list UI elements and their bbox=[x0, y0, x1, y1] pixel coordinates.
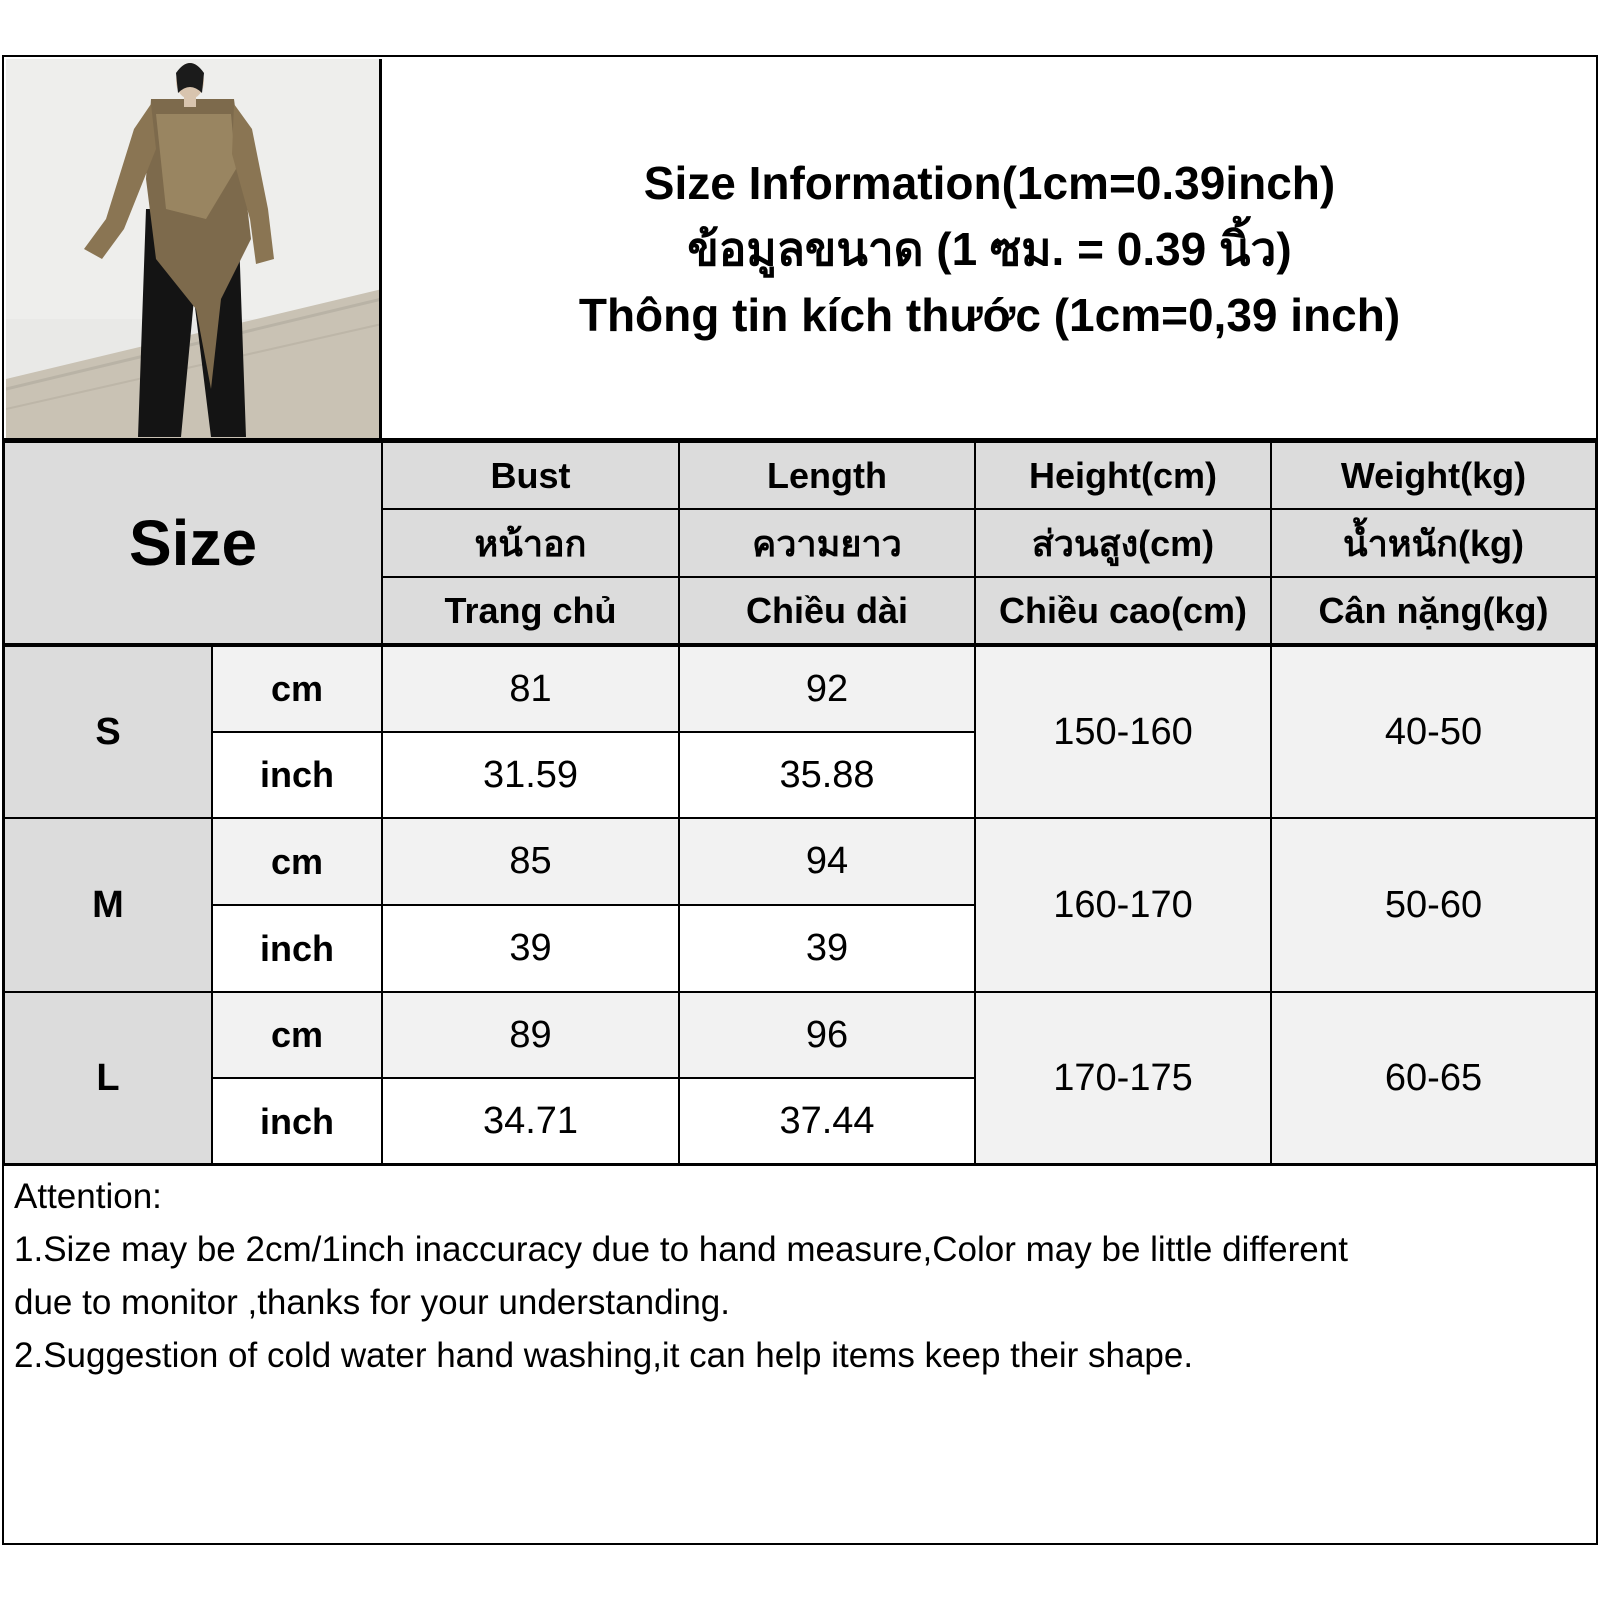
col-height-vi: Chiều cao(cm) bbox=[975, 577, 1271, 644]
length-cm-value: 92 bbox=[679, 646, 975, 732]
product-photo bbox=[6, 59, 382, 439]
col-bust-th: หน้าอก bbox=[382, 509, 679, 577]
bust-cm-value: 89 bbox=[382, 992, 679, 1078]
col-bust-vi: Trang chủ bbox=[382, 577, 679, 644]
length-inch-value: 35.88 bbox=[679, 732, 975, 818]
col-length-vi: Chiều dài bbox=[679, 577, 975, 644]
attention-notes bbox=[6, 1166, 1596, 1518]
title-vietnamese: Thông tin kích thước (1cm=0,39 inch) bbox=[578, 289, 1401, 341]
notes-heading: Attention: bbox=[14, 1177, 162, 1216]
bust-cm-value: 81 bbox=[382, 646, 679, 732]
unit-cm-label: cm bbox=[212, 646, 382, 732]
col-height-en: Height(cm) bbox=[975, 442, 1271, 509]
col-bust-en: Bust bbox=[382, 442, 679, 509]
size-cell: M bbox=[4, 818, 212, 992]
unit-inch-label: inch bbox=[212, 1078, 382, 1165]
unit-inch-label: inch bbox=[212, 732, 382, 818]
length-cm-value: 94 bbox=[679, 818, 975, 905]
note-line-2: 2.Suggestion of cold water hand washing,it can help items keep their shape. bbox=[14, 1336, 1194, 1375]
col-length-en: Length bbox=[679, 442, 975, 509]
bust-inch-value: 31.59 bbox=[382, 732, 679, 818]
unit-cm-label: cm bbox=[212, 818, 382, 905]
height-range: 170-175 bbox=[975, 992, 1271, 1165]
size-cell: L bbox=[4, 992, 212, 1165]
col-weight-vi: Cân nặng(kg) bbox=[1271, 577, 1596, 644]
title-thai: ข้อมูลขนาด (1 ซม. = 0.39 นิ้ว) bbox=[687, 223, 1292, 275]
bust-cm-value: 85 bbox=[382, 818, 679, 905]
size-header: Size bbox=[4, 442, 382, 644]
col-weight-th: น้ำหนัก(kg) bbox=[1271, 509, 1596, 577]
weight-range: 60-65 bbox=[1271, 992, 1596, 1165]
note-line-1b: due to monitor ,thanks for your understanding. bbox=[14, 1283, 730, 1322]
col-length-th: ความยาว bbox=[679, 509, 975, 577]
weight-range: 40-50 bbox=[1271, 646, 1596, 818]
title-english: Size Information(1cm=0.39inch) bbox=[643, 157, 1336, 209]
length-cm-value: 96 bbox=[679, 992, 975, 1078]
length-inch-value: 39 bbox=[679, 905, 975, 992]
length-inch-value: 37.44 bbox=[679, 1078, 975, 1165]
unit-cm-label: cm bbox=[212, 992, 382, 1078]
height-range: 160-170 bbox=[975, 818, 1271, 992]
unit-inch-label: inch bbox=[212, 905, 382, 992]
model-illustration bbox=[6, 59, 382, 439]
title-block bbox=[385, 59, 1594, 439]
size-cell: S bbox=[4, 646, 212, 818]
col-weight-en: Weight(kg) bbox=[1271, 442, 1596, 509]
note-line-1a: 1.Size may be 2cm/1inch inaccuracy due to hand measure,Color may be little different bbox=[14, 1230, 1348, 1269]
height-range: 150-160 bbox=[975, 646, 1271, 818]
size-chart-sheet bbox=[2, 55, 1598, 1545]
weight-range: 50-60 bbox=[1271, 818, 1596, 992]
bust-inch-value: 34.71 bbox=[382, 1078, 679, 1165]
col-height-th: ส่วนสูง(cm) bbox=[975, 509, 1271, 577]
bust-inch-value: 39 bbox=[382, 905, 679, 992]
